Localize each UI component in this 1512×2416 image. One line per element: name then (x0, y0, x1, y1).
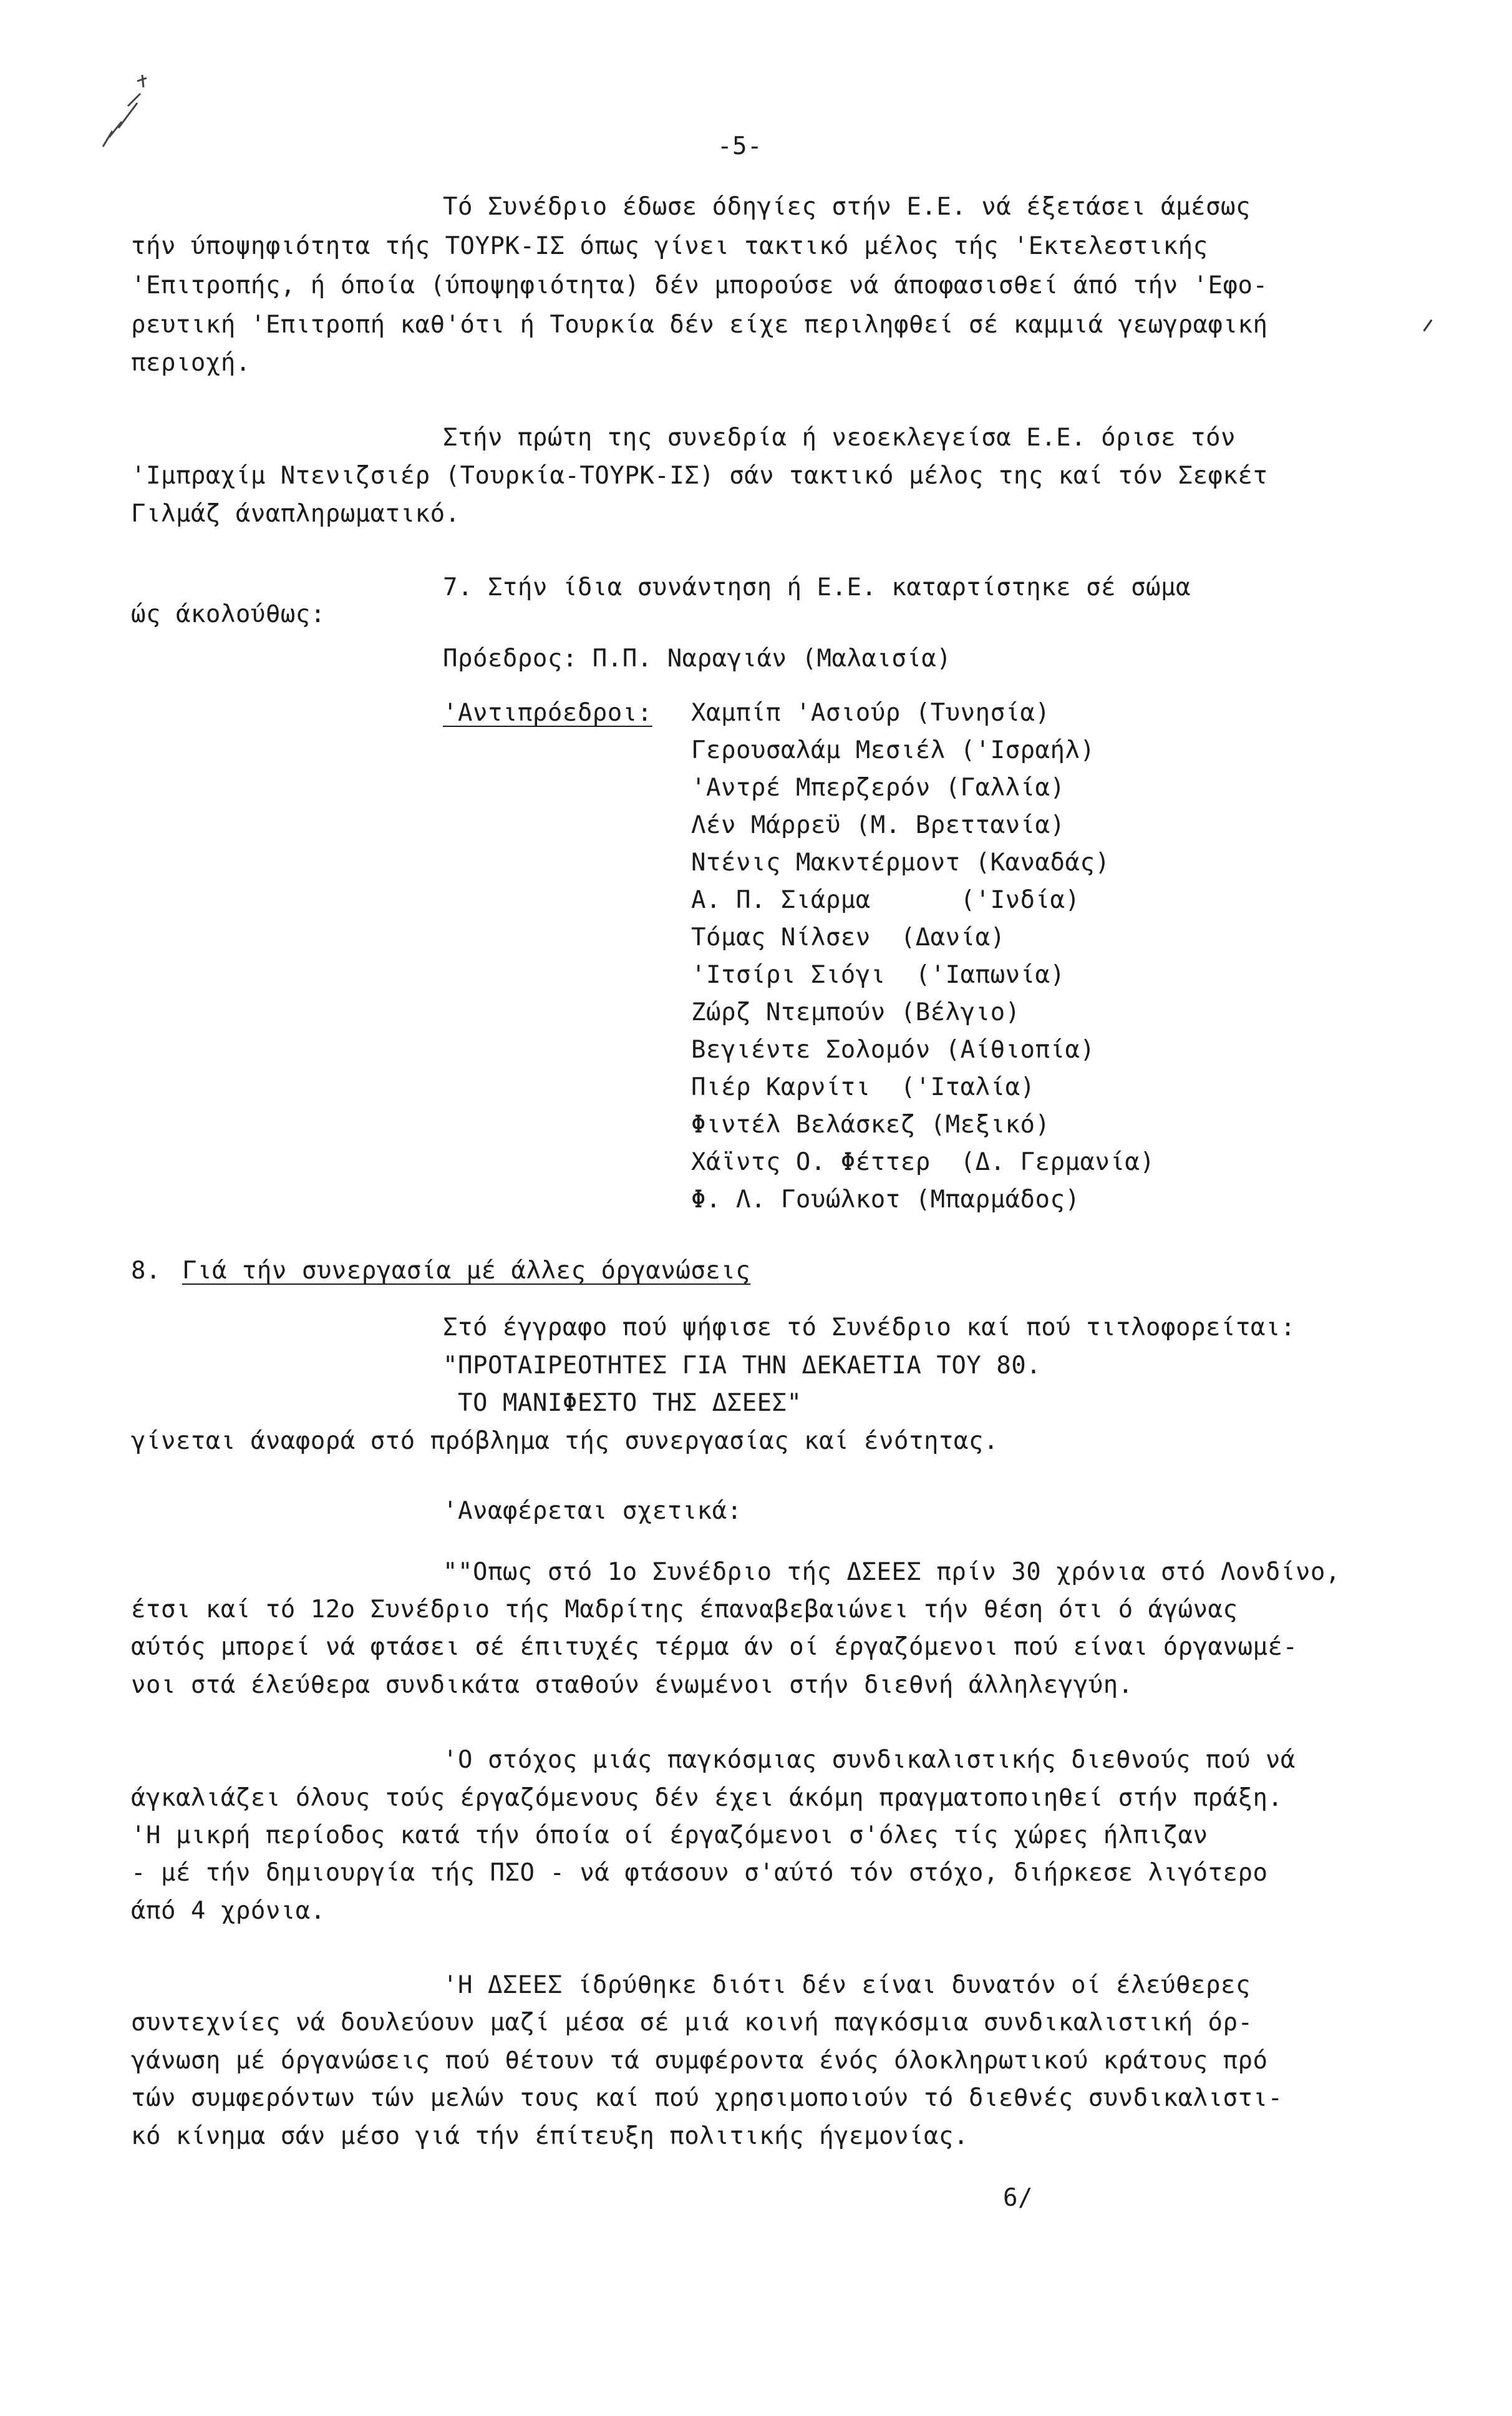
vice-president-entry: Α. Π. Σιάρμα ('Ινδία) (691, 886, 1080, 914)
paragraph-1-line: Τό Συνέδριο έδωσε όδηγίες στήν Ε.Ε. νά έξετάσει άμέσως (443, 193, 1251, 221)
section-8-intro-line: "ΠΡΟΤΑΙΡΕΟΤΗΤΕΣ ΓΙΑ ΤΗΝ ΔΕΚΑΕΤΙΑ ΤΟΥ 80. (443, 1352, 1042, 1380)
vice-president-entry: Φιντέλ Βελάσκεζ (Μεξικό) (691, 1111, 1050, 1139)
quote-2-line: 'Ο στόχος μιάς παγκόσμιας συνδικαλιστικής διεθνούς πού νά (443, 1746, 1296, 1774)
refers-line: 'Αναφέρεται σχετικά: (443, 1497, 742, 1525)
vice-president-entry: Ζώρζ Ντεμπούν (Βέλγιο) (691, 998, 1020, 1026)
quote-1-line: νοι στά έλεύθερα συνδικάτα σταθούν ένωμένοι στήν διεθνή άλληλεγγύη. (131, 1671, 1133, 1699)
page-number: -5- (717, 132, 762, 160)
vice-president-entry: Τόμας Νίλσεν (Δανία) (691, 923, 1006, 952)
vice-president-entry: 'Ιτσίρι Σιόγι ('Ιαπωνία) (691, 961, 1065, 989)
margin-tick-mark (1423, 319, 1432, 332)
quote-1-line: έτσι καί τό 12ο Συνέδριο τής Μαδρίτης έπαναβεβαιώνει τήν θέση ότι ό άγώνας (131, 1595, 1238, 1624)
quote-2-line: άγκαλιάζει όλους τούς έργαζόμενους δέν έχει άκόμη πραγματοποιηθεί στήν πράξη. (131, 1784, 1283, 1812)
section-8-heading: Γιά τήν συνεργασία μέ άλλες όργανώσεις (182, 1257, 751, 1285)
quote-2-line: - μέ τήν δημιουργία τής ΠΣΟ - νά φτάσουν σ'αύτό τόν στόχο, διήρκεσε λιγότερο (131, 1859, 1268, 1887)
quote-3-line: κό κίνημα σάν μέσο γιά τήν έπίτευξη πολιτικής ήγεμονίας. (131, 2122, 969, 2150)
paragraph-2-line: Γιλμάζ άναπληρωματικό. (131, 500, 460, 528)
vice-president-entry: Πιέρ Καρνίτι ('Ιταλία) (691, 1073, 1035, 1101)
pen-scribble-mark (94, 69, 162, 150)
section-7-continuation: ώς άκολούθως: (131, 600, 326, 628)
quote-3-line: γάνωση μέ όργανώσεις πού θέτουν τά συμφέροντα ένός όλοκληρωτικού κράτους πρό (131, 2047, 1268, 2075)
quote-3-line: συντεχνίες νά δουλεύουν μαζί μέσα σέ μιά κοινή παγκόσμια συνδικαλιστική όρ- (131, 2009, 1253, 2037)
paragraph-1-line: τήν ύποψηφιότητα τής ΤΟΥΡΚ-ΙΣ όπως γίνει τακτικό μέλος τής 'Εκτελεστικής (131, 232, 1208, 260)
quote-3-line: τών συμφερόντων τών μελών τους καί πού χρησιμοποιούν τό διεθνές συνδικαλιστι- (131, 2084, 1283, 2112)
section-7-line: 7. Στήν ίδια συνάντηση ή Ε.Ε. καταρτίστηκε σέ σώμα (443, 573, 1191, 602)
quote-3-line: 'Η ΔΣΕΕΣ ίδρύθηκε διότι δέν είναι δυνατόν οί έλεύθερες (443, 1971, 1251, 1999)
vice-president-entry: Χαμπίπ 'Ασιούρ (Τυνησία) (691, 699, 1050, 727)
section-8-intro-line: γίνεται άναφορά στό πρόβλημα τής συνεργασίας καί ένότητας. (131, 1427, 999, 1455)
paragraph-2-line: 'Ιμπραχίμ Ντενιζσιέρ (Τουρκία-ΤΟΥΡΚ-ΙΣ) σάν τακτικό μέλος της καί τόν Σεφκέτ (131, 462, 1268, 490)
vice-president-entry: Λέν Μάρρεϋ (Μ. Βρεττανία) (691, 811, 1065, 839)
quote-2-line: 'Η μικρή περίοδος κατά τήν όποία οί έργαζόμενοι σ'όλες τίς χώρες ήλπιζαν (131, 1821, 1208, 1849)
vice-president-entry: Γερουσαλάμ Μεσιέλ ('Ισραήλ) (691, 736, 1095, 764)
president-line: Πρόεδρος: Π.Π. Ναραγιάν (Μαλαισία) (443, 645, 952, 673)
paragraph-2-line: Στήν πρώτη της συνεδρία ή νεοεκλεγείσα Ε.Ε. όρισε τόν (443, 424, 1236, 452)
vice-president-entry: Βεγιέντε Σολομόν (Αίθιοπία) (691, 1036, 1095, 1064)
next-page-marker: 6/ (1003, 2184, 1033, 2212)
quote-1-line: ""Οπως στό 1ο Συνέδριο τής ΔΣΕΕΣ πρίν 30 χρόνια στό Λονδίνο, (443, 1558, 1340, 1586)
quote-1-line: αύτός μπορεί νά φτάσει σέ έπιτυχές τέρμα άν οί έργαζόμενοι πού είναι όργανωμέ- (131, 1633, 1298, 1661)
quote-2-line: άπό 4 χρόνια. (131, 1897, 326, 1925)
vice-president-entry: Ντένις Μακντέρμοντ (Καναδάς) (691, 849, 1110, 877)
section-8-intro-line: Στό έγγραφο πού ψήφισε τό Συνέδριο καί πού τιτλοφορείται: (443, 1313, 1296, 1342)
paragraph-1-line: 'Επιτροπής, ή όποία (ύποψηφιότητα) δέν μπορούσε νά άποφασισθεί άπό τήν 'Εφο- (131, 271, 1268, 300)
paragraph-1-line: περιοχή. (131, 349, 251, 377)
section-8-intro-line: ΤΟ ΜΑΝΙΦΕΣΤΟ ΤΗΣ ΔΣΕΕΣ" (443, 1389, 802, 1417)
paragraph-1-line: ρευτική 'Επιτροπή καθ'ότι ή Τουρκία δέν είχε περιληφθεί σέ καμμιά γεωγραφική (131, 311, 1268, 339)
vice-presidents-label: 'Αντιπρόεδροι: (443, 699, 652, 727)
vice-president-entry: Φ. Λ. Γουώλκοτ (Μπαρμάδος) (691, 1186, 1080, 1214)
section-8-number: 8. (131, 1257, 161, 1285)
vice-president-entry: 'Αντρέ Μπερζερόν (Γαλλία) (691, 774, 1065, 802)
vice-president-entry: Χάϊντς Ο. Φέττερ (Δ. Γερμανία) (691, 1148, 1155, 1176)
